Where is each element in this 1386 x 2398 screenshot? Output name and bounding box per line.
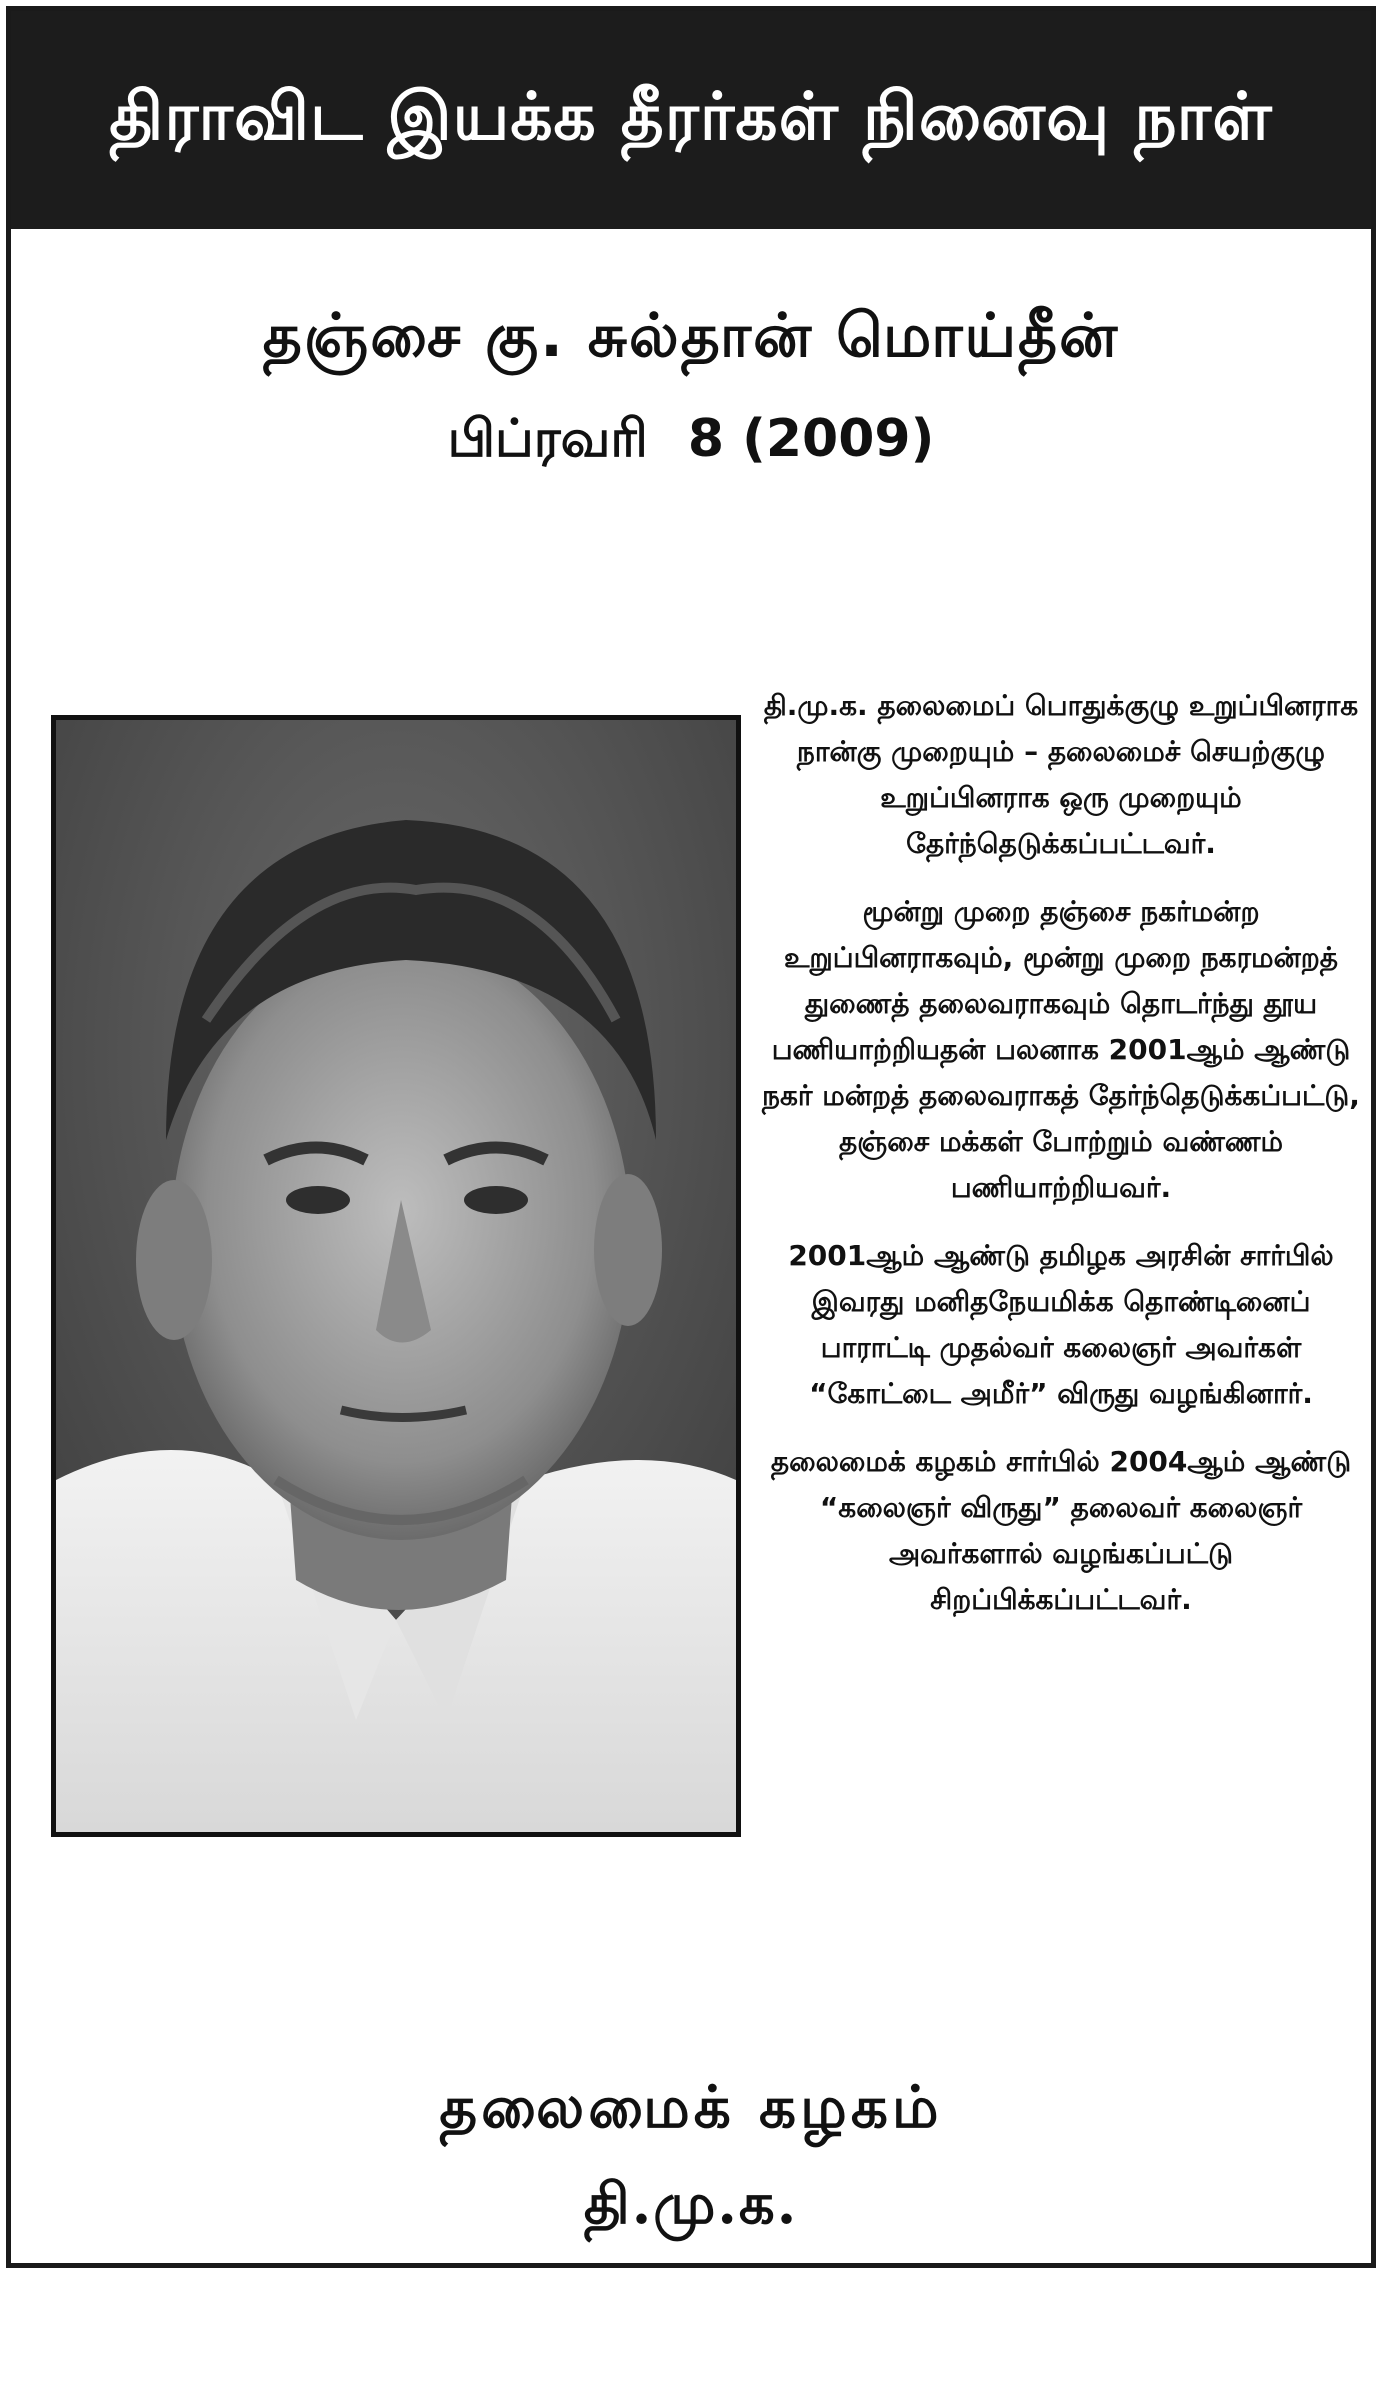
memorial-date bbox=[11, 409, 1371, 476]
obituary-notice bbox=[6, 6, 1376, 2268]
date-month: பிப்ரவரி bbox=[447, 409, 648, 469]
bio-paragraph: தி.மு.க. தலைமைப் பொதுக்குழு உறுப்பினராக நான்கு முறையும் – தலைமைச் செயற்குழு உறுப்பினராக ஒரு முறையும் தேர்ந்தெடுக்கப்பட்டவர். bbox=[763, 689, 1359, 860]
bio-paragraph: தலைமைக் கழகம் சார்பில் 2004ஆம் ஆண்டு “கலைஞர் விருது” தலைவர் கலைஞர் அவர்களால் வழங்கப்பட்டு சிறப்பிக்கப்பட்டவர். bbox=[770, 1445, 1352, 1616]
header-band bbox=[11, 11, 1371, 229]
bio-paragraph: மூன்று முறை தஞ்சை நகர்மன்ற உறுப்பினராகவும், மூன்று முறை நகரமன்றத் துணைத் தலைவராகவும் தொடர்ந்து தூய பணியாற்றியதன் பலனாக 2001ஆம் ஆண்டு நகர் மன்றத் தலைவராகத் தேர்ந்தெடுக்கப்பட்டு, தஞ்சை மக்கள் போற்றும் வண்ணம் பணியாற்றியவர். bbox=[762, 895, 1360, 1204]
footer-organization: தலைமைக் கழகம் bbox=[439, 2073, 943, 2141]
portrait-photo bbox=[51, 715, 741, 1837]
footer-party-name: தி.மு.க. bbox=[583, 2171, 799, 2237]
biography bbox=[756, 683, 1366, 1645]
portrait-image bbox=[56, 720, 736, 1832]
header-title: திராவிட இயக்க தீரர்கள் நினைவு நாள் bbox=[109, 76, 1273, 155]
bio-paragraph: 2001ஆம் ஆண்டு தமிழக அரசின் சார்பில் இவரது மனிதநேயமிக்க தொண்டினைப் பாராட்டி முதல்வர் கலைஞர் அவர்கள் “கோட்டை அமீர்” விருது வழங்கினார். bbox=[788, 1239, 1334, 1410]
person-name: தஞ்சை கு. சுல்தான் மொய்தீன் bbox=[262, 301, 1120, 371]
date-day-year: 8 (2009) bbox=[687, 409, 935, 469]
